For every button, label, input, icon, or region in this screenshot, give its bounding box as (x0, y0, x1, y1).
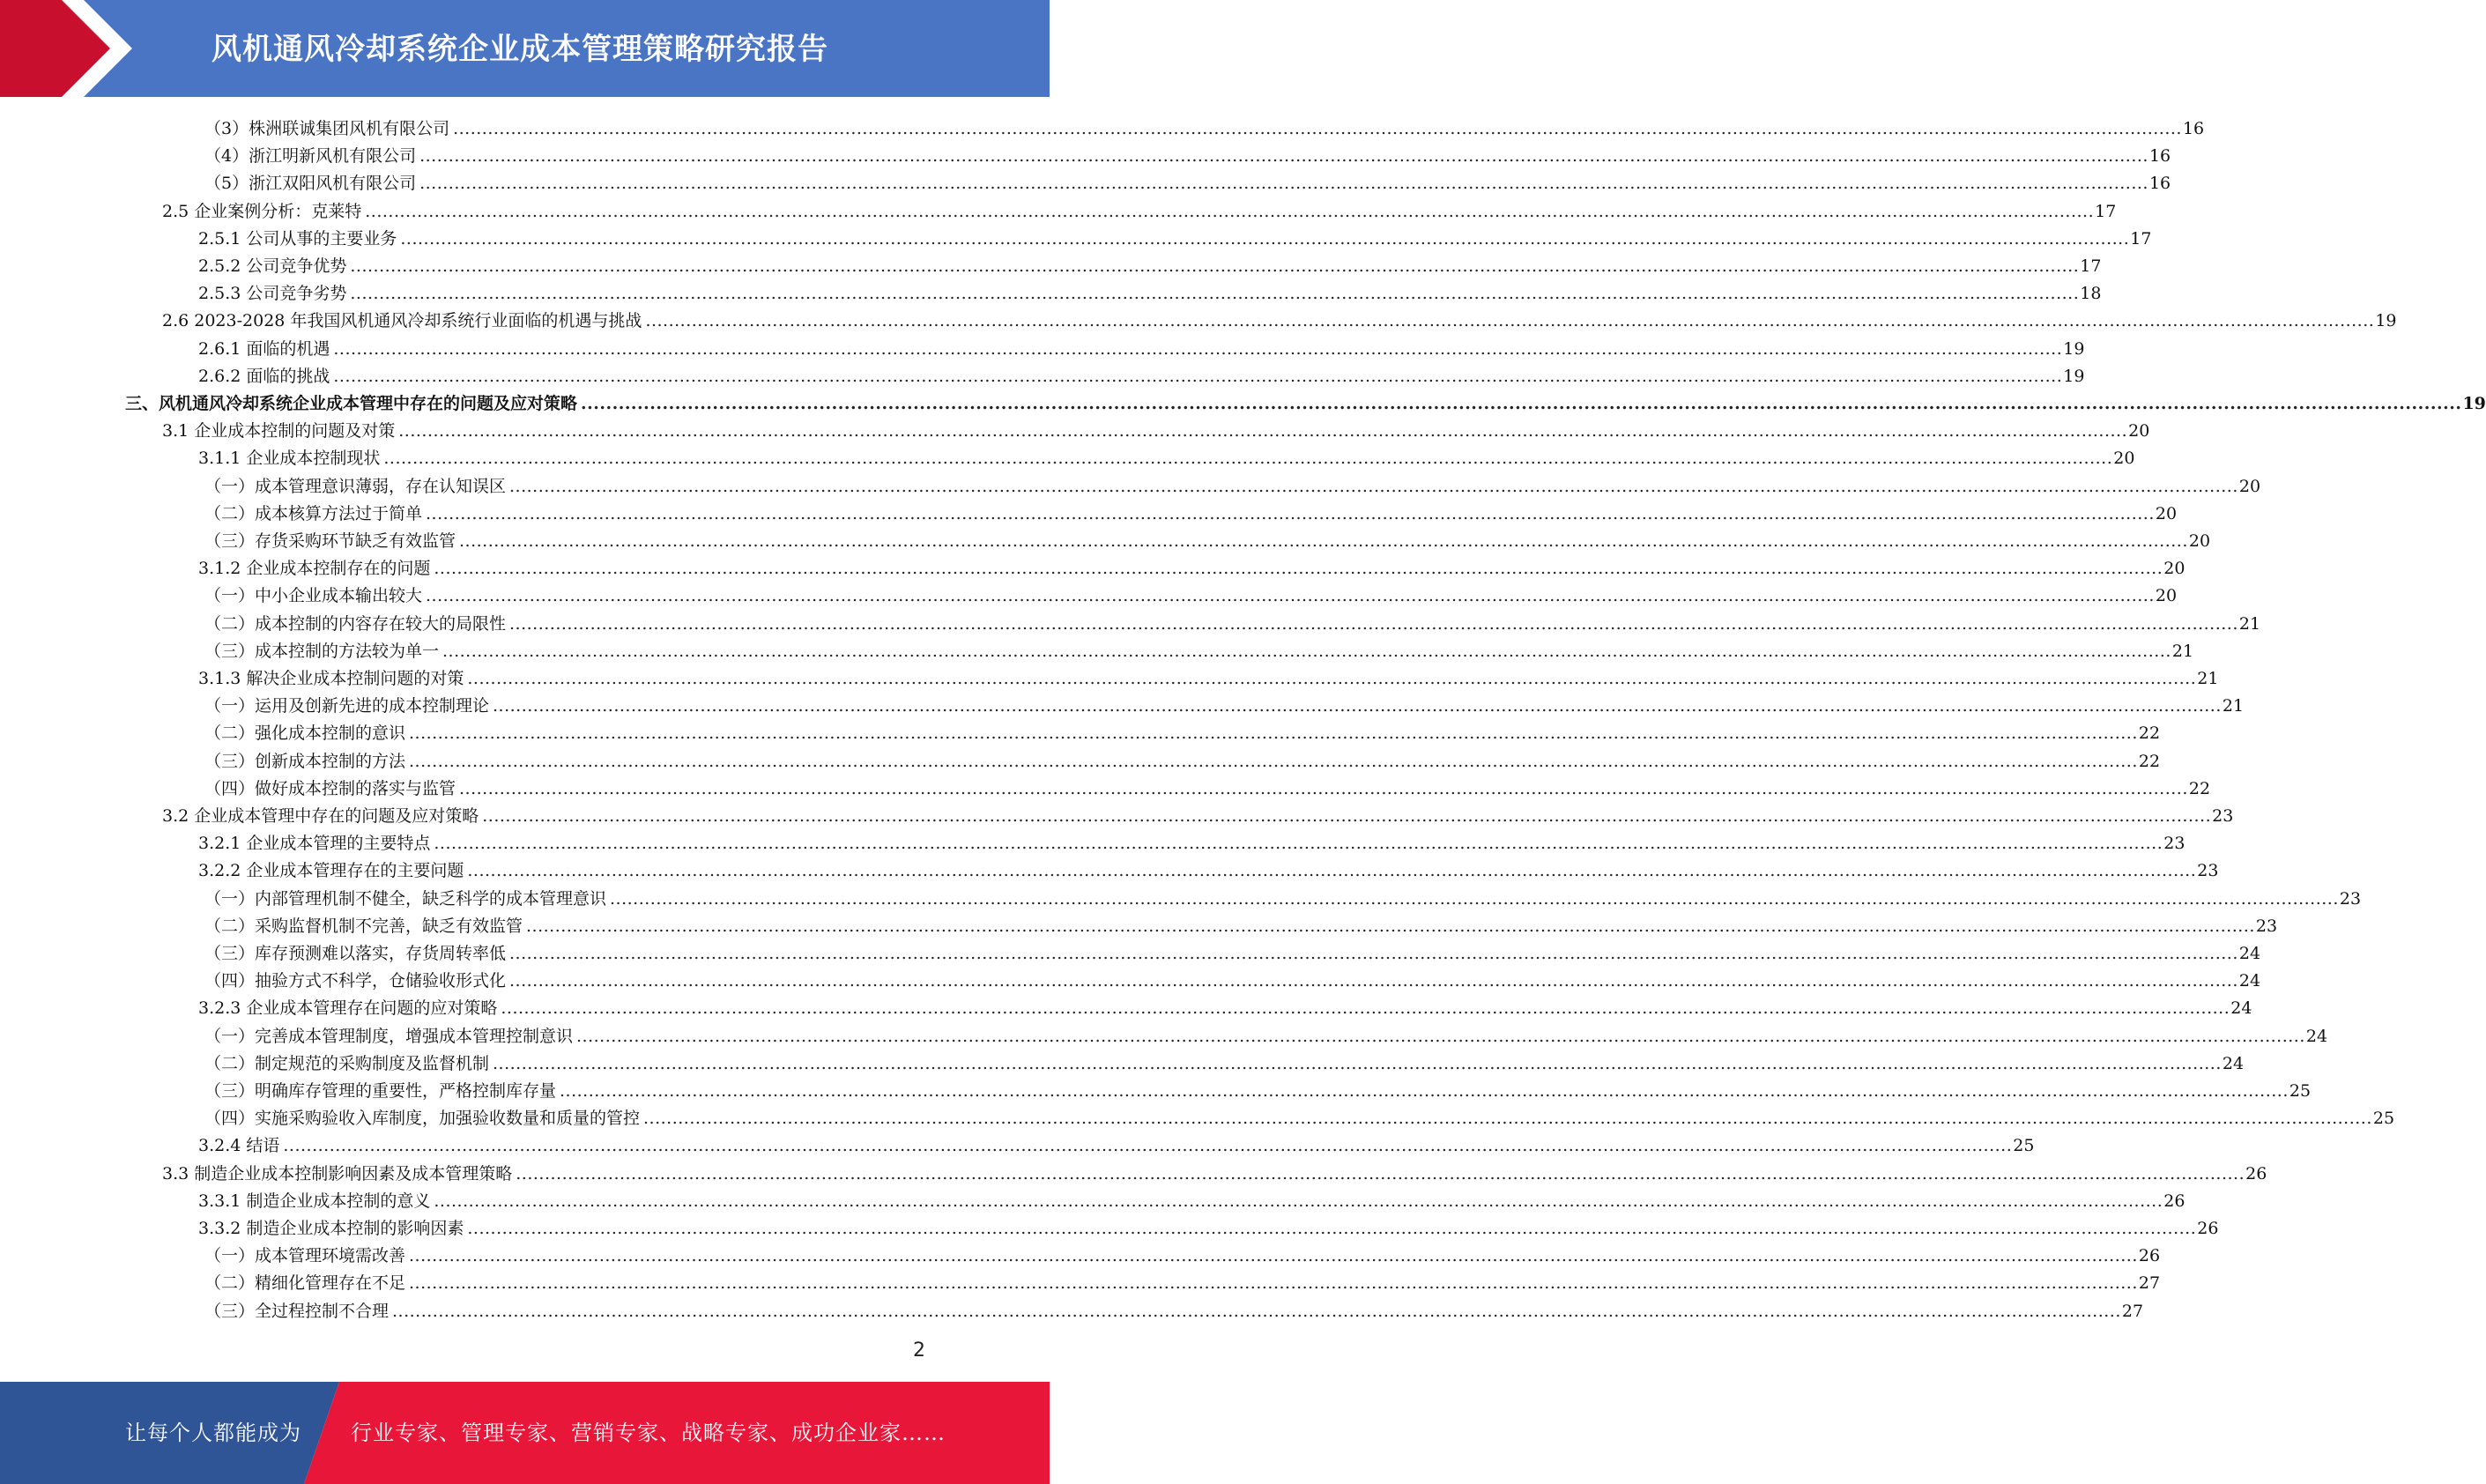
toc-leader-dots: ............................................................................................................................................................................................................................................................................................................ (350, 256, 2080, 276)
toc-entry[interactable] (162, 1157, 2267, 1184)
toc-entry-page: 18 (2080, 284, 2102, 304)
toc-entry-page: 26 (2245, 1163, 2267, 1183)
toc-leader-dots: ............................................................................................................................................................................................................................................................................................................ (434, 1191, 2163, 1211)
toc-entry-page: 24 (2238, 971, 2261, 991)
toc-entry[interactable] (198, 222, 2152, 249)
toc-entry[interactable] (198, 1184, 2185, 1212)
toc-entry-title: 2.5 企业案例分析：克莱特 (162, 201, 362, 221)
toc-entry-page: 20 (2113, 449, 2135, 469)
toc-entry[interactable] (198, 360, 2085, 387)
toc-entry[interactable] (204, 607, 2261, 634)
toc-leader-dots: ............................................................................................................................................................................................................................................................................................................ (333, 366, 2063, 386)
toc-entry-page: 20 (2155, 586, 2178, 606)
toc-entry-title: 3.3.2 制造企业成本控制的影响因素 (198, 1219, 464, 1238)
toc-leader-dots: ............................................................................................................................................................................................................................................................................................................ (426, 586, 2155, 606)
toc-entry-title: （一）完善成本管理制度，增强成本管理控制意识 (204, 1026, 574, 1046)
toc-entry[interactable] (204, 689, 2245, 716)
toc-entry-title: （一）成本管理意识薄弱，存在认知误区 (204, 476, 507, 496)
toc-entry-title: （二）强化成本控制的意识 (204, 723, 406, 744)
toc-entry-page: 27 (2121, 1301, 2144, 1321)
toc-entry-title: 2.5.2 公司竞争优势 (198, 256, 347, 276)
toc-entry-page: 20 (2188, 531, 2211, 551)
toc-entry-title: （三）库存预测难以落实，存货周转率低 (204, 944, 507, 963)
toc-leader-dots: ............................................................................................................................................................................................................................................................................................................ (493, 696, 2222, 716)
toc-entry[interactable] (204, 909, 2278, 937)
toc-entry-title: 3.1.3 解决企业成本控制问题的对策 (198, 669, 464, 688)
toc-entry-title: 3.3 制造企业成本控制影响因素及成本管理策略 (162, 1163, 513, 1183)
toc-entry-title: 2.6.1 面临的机遇 (198, 338, 330, 359)
toc-entry-title: （一）成本管理环境需改善 (204, 1246, 406, 1266)
toc-entry-page: 24 (2222, 1053, 2245, 1073)
toc-leader-dots: ............................................................................................................................................................................................................................................................................................................ (610, 888, 2339, 909)
toc-entry-page: 21 (2171, 641, 2194, 661)
toc-entry[interactable] (198, 552, 2185, 579)
toc-entry[interactable] (162, 414, 2150, 441)
toc-entry-title: （三）存货采购环节缺乏有效监管 (204, 531, 456, 551)
toc-leader-dots: ............................................................................................................................................................................................................................................................................................................ (392, 1301, 2121, 1321)
toc-leader-dots: ............................................................................................................................................................................................................................................................................................................ (409, 723, 2138, 744)
toc-leader-dots: ............................................................................................................................................................................................................................................................................................................ (645, 311, 2375, 331)
toc-leader-dots: ............................................................................................................................................................................................................................................................................................................ (509, 613, 2238, 634)
toc-entry-title: 2.5.1 公司从事的主要业务 (198, 228, 397, 249)
toc-entry-title: （一）运用及创新先进的成本控制理论 (204, 696, 490, 716)
toc-entry-page: 24 (2230, 998, 2252, 1019)
toc-leader-dots: ............................................................................................................................................................................................................................................................................................................ (409, 751, 2138, 771)
toc-entry-page: 22 (2138, 723, 2161, 744)
toc-entry-title: （二）精细化管理存在不足 (204, 1273, 406, 1294)
toc-entry[interactable] (198, 827, 2185, 854)
toc-entry-page: 16 (2148, 146, 2171, 167)
toc-entry-title: 2.6.2 面临的挑战 (198, 366, 330, 386)
toc-entry[interactable] (162, 799, 2234, 827)
toc-entry-title: 3.2 企业成本管理中存在的问题及应对策略 (162, 806, 479, 826)
toc-entry-page: 21 (2238, 613, 2261, 634)
toc-leader-dots: ............................................................................................................................................................................................................................................................................................................ (419, 146, 2148, 167)
toc-leader-dots: ............................................................................................................................................................................................................................................................................................................ (442, 641, 2171, 661)
toc-leader-dots: ............................................................................................................................................................................................................................................................................................................ (409, 1273, 2138, 1294)
toc-entry-page: 21 (2222, 696, 2245, 716)
toc-entry-page: 19 (2375, 311, 2397, 331)
toc-entry-page: 19 (2063, 338, 2085, 359)
toc-entry-page: 17 (2095, 201, 2117, 221)
toc-entry-page: 23 (2197, 861, 2219, 881)
toc-entry-title: （5）浙江双阳风机有限公司 (204, 174, 417, 194)
toc-entry-page: 16 (2182, 119, 2205, 138)
toc-entry[interactable] (204, 882, 2362, 909)
toc-entry-title: 2.5.3 公司竞争劣势 (198, 284, 347, 304)
toc-entry[interactable] (198, 991, 2252, 1019)
toc-entry[interactable] (204, 579, 2178, 606)
toc-entry-page: 20 (2238, 476, 2261, 496)
page-number: 2 (913, 1339, 925, 1362)
toc-leader-dots: ............................................................................................................................................................................................................................................................................................................ (526, 916, 2255, 936)
toc-entry-page: 19 (2462, 394, 2486, 413)
toc-entry[interactable] (204, 524, 2211, 552)
toc-leader-dots: ............................................................................................................................................................................................................................................................................................................ (459, 531, 2188, 551)
report-title: 风机通风冷却系统企业成本管理策略研究报告 (211, 32, 828, 67)
toc-leader-dots: ............................................................................................................................................................................................................................................................................................................ (398, 421, 2128, 441)
toc-leader-dots: ............................................................................................................................................................................................................................................................................................................ (467, 1219, 2197, 1238)
toc-entry-title: 3.2.1 企业成本管理的主要特点 (198, 834, 431, 854)
toc-entry-page: 25 (2289, 1081, 2312, 1101)
toc-leader-dots: ............................................................................................................................................................................................................................................................................................................ (409, 1246, 2138, 1266)
toc-leader-dots: ............................................................................................................................................................................................................................................................................................................ (509, 476, 2238, 496)
toc-entry[interactable] (204, 470, 2261, 497)
toc-entry-page: 26 (2138, 1246, 2161, 1266)
toc-entry[interactable] (204, 1020, 2328, 1047)
toc-leader-dots: ............................................................................................................................................................................................................................................................................................................ (459, 778, 2188, 798)
toc-leader-dots: ............................................................................................................................................................................................................................................................................................................ (482, 806, 2212, 826)
toc-entry-page: 17 (2080, 256, 2102, 276)
toc-entry[interactable] (204, 745, 2161, 772)
toc-leader-dots: ............................................................................................................................................................................................................................................................................................................ (350, 284, 2080, 304)
toc-entry-title: 3.2.2 企业成本管理存在的主要问题 (198, 861, 464, 881)
toc-leader-dots: ............................................................................................................................................................................................................................................................................................................ (283, 1136, 2013, 1156)
toc-entry-page: 20 (2163, 559, 2185, 579)
toc-entry[interactable] (204, 716, 2161, 744)
toc-entry[interactable] (162, 195, 2117, 222)
toc-entry-page: 24 (2305, 1026, 2328, 1046)
toc-entry[interactable] (204, 1266, 2161, 1294)
toc-entry[interactable] (162, 304, 2397, 331)
toc-entry-title: 3.2.4 结语 (198, 1136, 280, 1156)
toc-leader-dots: ............................................................................................................................................................................................................................................................................................................ (576, 1026, 2305, 1046)
toc-entry[interactable] (198, 332, 2085, 360)
toc-entry-page: 23 (2163, 834, 2185, 854)
toc-entry[interactable] (198, 1129, 2035, 1156)
toc-entry-page: 26 (2197, 1219, 2219, 1238)
toc-entry-page: 20 (2155, 503, 2178, 523)
toc-entry[interactable] (198, 854, 2219, 881)
toc-leader-dots: ............................................................................................................................................................................................................................................................................................................ (516, 1163, 2245, 1183)
toc-entry-title: 三、风机通风冷却系统企业成本管理中存在的问题及应对策略 (125, 394, 578, 413)
toc-entry[interactable] (204, 634, 2194, 662)
toc-entry-page: 23 (2339, 888, 2362, 909)
toc-entry-page: 25 (2372, 1109, 2395, 1129)
toc-entry-title: （四）抽验方式不科学，仓储验收形式化 (204, 971, 507, 991)
toc-entry[interactable] (204, 1102, 2395, 1129)
toc-entry-page: 22 (2188, 778, 2211, 798)
toc-entry-page: 17 (2130, 228, 2152, 249)
toc-entry-title: （三）成本控制的方法较为单一 (204, 641, 440, 661)
toc-entry-title: 3.1.2 企业成本控制存在的问题 (198, 559, 431, 579)
footer-banner (0, 1382, 1050, 1484)
toc-leader-dots: ............................................................................................................................................................................................................................................................................................................ (383, 449, 2113, 469)
toc-entry[interactable] (204, 1239, 2161, 1266)
toc-leader-dots: ............................................................................................................................................................................................................................................................................................................ (501, 998, 2230, 1019)
toc-leader-dots: ............................................................................................................................................................................................................................................................................................................ (453, 119, 2182, 138)
toc-entry-page: 25 (2013, 1136, 2035, 1156)
toc-entry-title: 3.2.3 企业成本管理存在问题的应对策略 (198, 998, 498, 1019)
toc-entry[interactable] (198, 662, 2219, 689)
toc-entry-title: （二）采购监督机制不完善，缺乏有效监管 (204, 916, 523, 936)
toc-leader-dots: ............................................................................................................................................................................................................................................................................................................ (509, 971, 2238, 991)
toc-entry[interactable] (198, 1212, 2219, 1239)
toc-entry-title: 3.1.1 企业成本控制现状 (198, 449, 381, 469)
toc-entry-title: 2.6 2023-2028 年我国风机通风冷却系统行业面临的机遇与挑战 (162, 311, 642, 331)
toc-leader-dots: ............................................................................................................................................................................................................................................................................................................ (467, 861, 2197, 881)
toc-entry-page: 19 (2063, 366, 2085, 386)
toc-entry-title: （三）创新成本控制的方法 (204, 751, 406, 771)
toc-leader-dots: ............................................................................................................................................................................................................................................................................................................ (493, 1053, 2222, 1073)
toc-entry[interactable] (204, 937, 2261, 964)
toc-entry[interactable] (204, 964, 2261, 991)
toc-leader-dots: ............................................................................................................................................................................................................................................................................................................ (560, 1081, 2289, 1101)
toc-entry-title: （3）株洲联诚集团风机有限公司 (204, 119, 450, 138)
toc-entry-title: （一）中小企业成本输出较大 (204, 586, 423, 606)
toc-entry-title: （二）成本控制的内容存在较大的局限性 (204, 613, 507, 634)
toc-leader-dots: ............................................................................................................................................................................................................................................................................................................ (434, 834, 2163, 854)
toc-entry[interactable] (204, 772, 2211, 799)
toc-entry-page: 21 (2197, 669, 2219, 688)
toc-entry-page: 27 (2138, 1273, 2161, 1294)
footer-slogan-right: 行业专家、管理专家、营销专家、战略专家、成功企业家…… (351, 1421, 946, 1445)
toc-entry[interactable] (204, 1047, 2245, 1074)
toc-entry-title: 3.3.1 制造企业成本控制的意义 (198, 1191, 431, 1211)
toc-leader-dots: ............................................................................................................................................................................................................................................................................................................ (365, 201, 2095, 221)
toc-entry[interactable] (204, 112, 2205, 139)
toc-leader-dots: ............................................................................................................................................................................................................................................................................................................ (434, 559, 2163, 579)
toc-leader-dots: ............................................................................................................................................................................................................................................................................................................ (509, 944, 2238, 963)
toc-entry-page: 23 (2212, 806, 2234, 826)
toc-entry-title: （四）做好成本控制的落实与监管 (204, 778, 456, 798)
toc-entry-title: （4）浙江明新风机有限公司 (204, 146, 417, 167)
toc-entry[interactable] (204, 1074, 2312, 1102)
toc-entry-title: （三）全过程控制不合理 (204, 1301, 390, 1321)
toc-entry-page: 22 (2138, 751, 2161, 771)
toc-entry[interactable] (204, 497, 2178, 524)
toc-entry[interactable] (198, 277, 2102, 304)
toc-entry[interactable] (198, 441, 2135, 469)
toc-entry[interactable] (204, 1295, 2144, 1322)
toc-entry[interactable] (125, 387, 2486, 414)
toc-entry-page: 20 (2128, 421, 2150, 441)
toc-entry-page: 26 (2163, 1191, 2185, 1211)
toc-leader-dots: ............................................................................................................................................................................................................................................................................................................ (419, 174, 2148, 194)
toc-entry-title: （二）成本核算方法过于简单 (204, 503, 423, 523)
toc-leader-dots: ............................................................................................................................................................................................................................................................................................................ (643, 1109, 2372, 1129)
toc-entry-title: （四）实施采购验收入库制度，加强验收数量和质量的管控 (204, 1109, 641, 1129)
toc-entry-page: 24 (2238, 944, 2261, 963)
toc-entry-title: （一）内部管理机制不健全，缺乏科学的成本管理意识 (204, 888, 607, 909)
toc-entry[interactable] (204, 139, 2171, 167)
toc-entry-title: （三）明确库存管理的重要性，严格控制库存量 (204, 1081, 557, 1101)
toc-entry-page: 16 (2148, 174, 2171, 194)
toc-entry-title: （二）制定规范的采购制度及监督机制 (204, 1053, 490, 1073)
toc-entry[interactable] (198, 249, 2102, 277)
toc-leader-dots: ............................................................................................................................................................................................................................................................................................................ (426, 503, 2155, 523)
toc-leader-dots: ............................................................................................................................................................................................................................................................................................................ (400, 228, 2130, 249)
footer-slogan-left: 让每个人都能成为 (125, 1421, 301, 1445)
toc-leader-dots: ............................................................................................................................................................................................................................................................................................................ (467, 669, 2197, 688)
toc-leader-dots: ............................................................................................................................................................................................................................................................................................................ (581, 394, 2462, 413)
toc-leader-dots: ............................................................................................................................................................................................................................................................................................................ (333, 338, 2063, 359)
toc-entry-page: 23 (2255, 916, 2278, 936)
toc-entry-title: 3.1 企业成本控制的问题及对策 (162, 421, 396, 441)
toc-entry[interactable] (204, 167, 2171, 194)
header-banner (0, 0, 1050, 97)
